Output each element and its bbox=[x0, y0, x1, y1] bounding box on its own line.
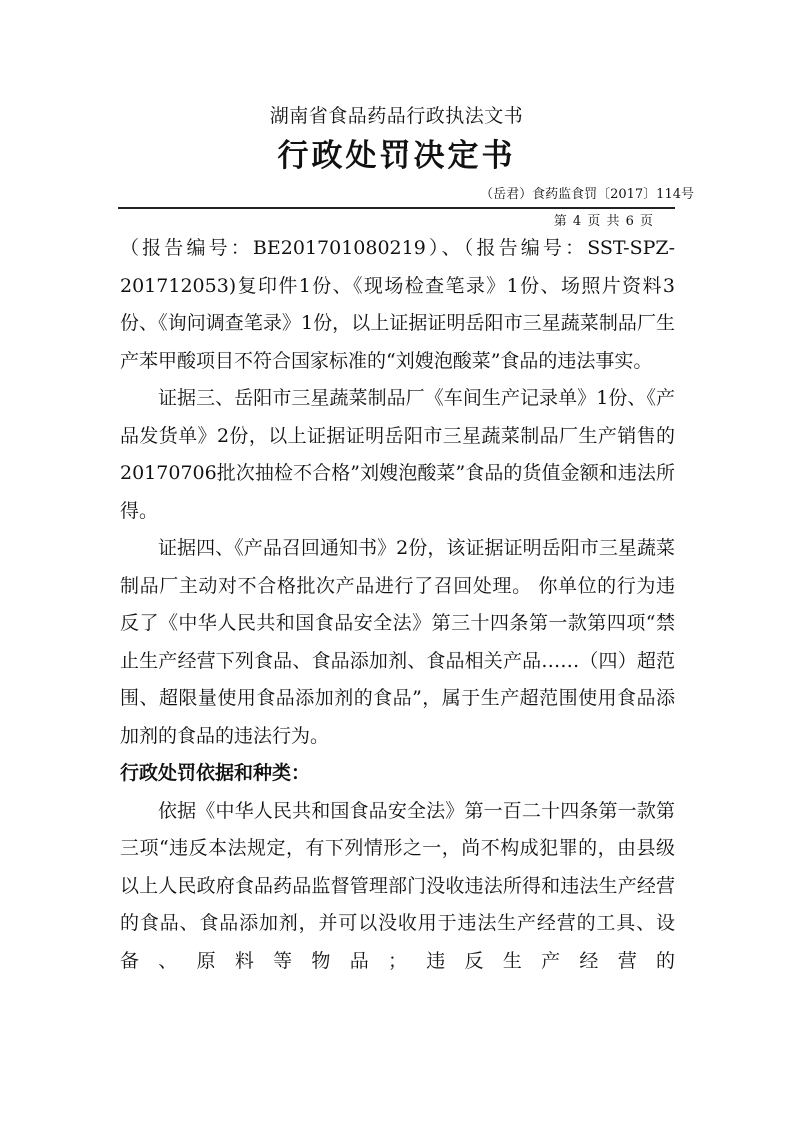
section-heading-penalty-basis: 行政处罚依据和种类： bbox=[120, 762, 311, 784]
paragraph-evidence-four: 证据四、《产品召回通知书》2份，该证据证明岳阳市三星蔬菜制品厂主动对不合格批次产品进行了召回处理。 你单位的行为违反了《中华人民共和国食品安全法》第三十四条第一款第四项“禁止生产经营下列食品、食品添加剂、食品相关产品……（四）超范围、超限量使用食品添加剂的食品”，属于生产超范围使用食品添加剂的食品的违法行为。 bbox=[120, 537, 675, 747]
document-number: （岳君）食药监食罚〔2017〕114号 bbox=[480, 187, 694, 202]
document-title: 行政处罚决定书 bbox=[277, 138, 516, 174]
document-body bbox=[120, 230, 675, 980]
paragraph-penalty-basis: 依据《中华人民共和国食品安全法》第一百二十四条第一款第三项“违反本法规定，有下列情形之一，尚不构成犯罪的，由县级以上人民政府食品药品监督管理部门没收违法所得和违法生产经营的食品、食品添加剂，并可以没收用于违法生产经营的工具、设备、原料等物品；违反生产经营的 bbox=[120, 799, 675, 972]
page-count: 第 4 页 共 6 页 bbox=[553, 214, 654, 229]
issuer-heading: 湖南省食品药品行政执法文书 bbox=[269, 105, 524, 127]
paragraph-evidence-reports: （报告编号：BE201701080219）、（报告编号：SST-SPZ-201712053)复印件1份、《现场检查笔录》1份、场照片资料3份、《询问调查笔录》1份，以上证据证明岳阳市三星蔬菜制品厂生产苯甲酸项目不符合国家标准的“刘嫂泡酸菜”食品的违法事实。 bbox=[120, 237, 675, 372]
header-divider bbox=[118, 207, 675, 209]
paragraph-evidence-three: 证据三、岳阳市三星蔬菜制品厂《车间生产记录单》1份、《产品发货单》2份，以上证据证明岳阳市三星蔬菜制品厂生产销售的20170706批次抽检不合格”刘嫂泡酸菜”食品的货值金额和违法所得。 bbox=[120, 387, 675, 522]
